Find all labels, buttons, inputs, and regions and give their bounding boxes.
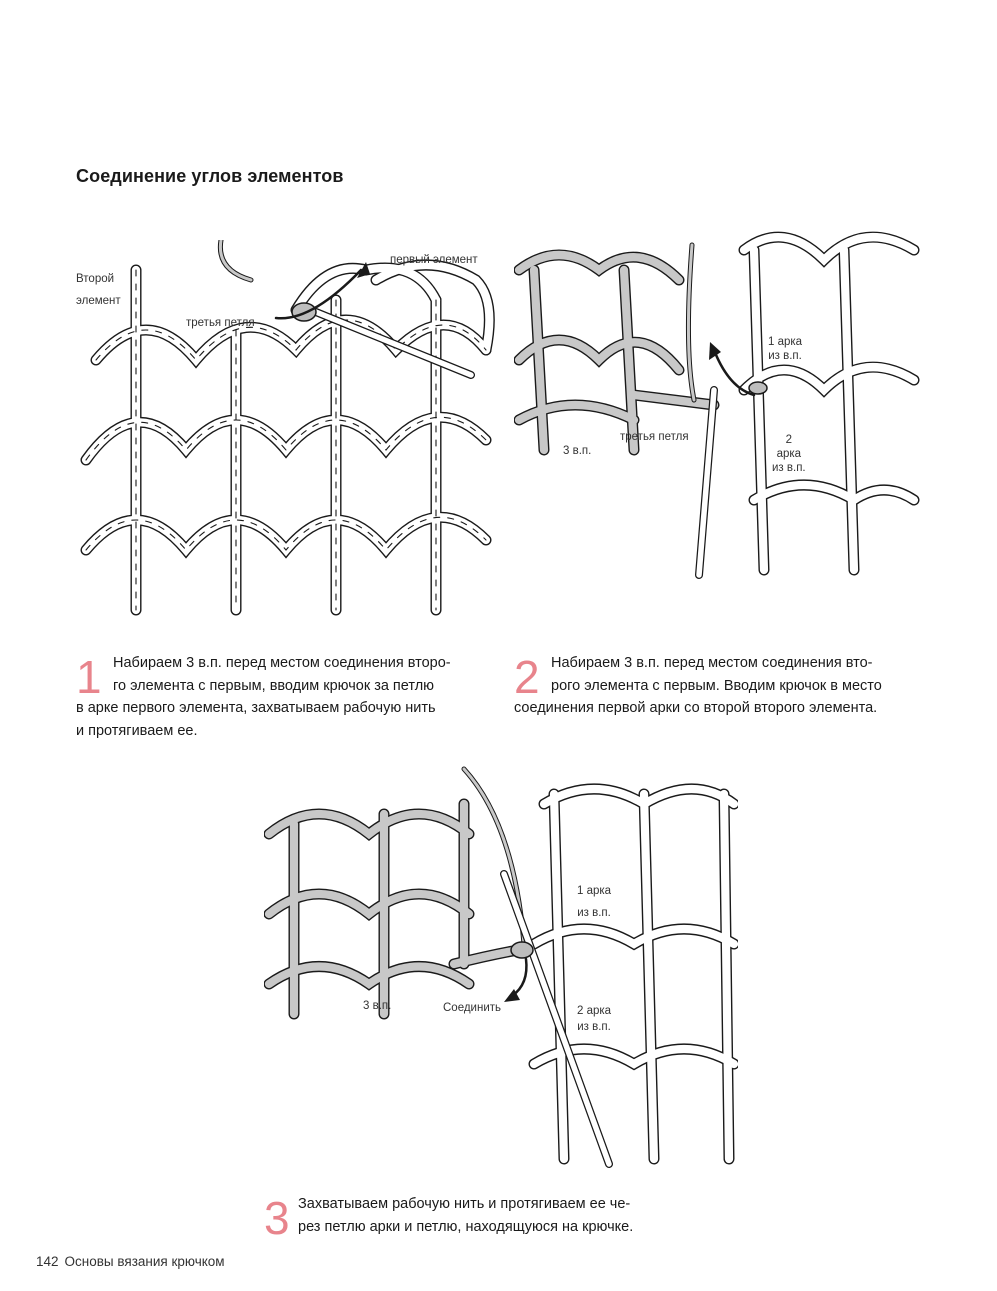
- step-text-line: в арке первого элемента, захватываем рабочую нить: [76, 700, 436, 716]
- label-third-loop: третья петля: [186, 317, 255, 329]
- step-text-line: Набираем 3 в.п. перед местом соединения вто-: [551, 655, 873, 671]
- label-second-element: Второй элемент: [76, 273, 121, 307]
- label-join: Соединить: [443, 1002, 502, 1014]
- step-number: 2: [514, 651, 540, 703]
- step-text-line: и протягиваем ее.: [76, 722, 198, 739]
- step-text-line: соединения первой арки со второй второго элемента.: [514, 700, 878, 716]
- step-number: 1: [76, 651, 102, 703]
- label-arch-2: 2 арка из в.п.: [772, 434, 806, 474]
- label-third-loop-2: третья петля: [620, 431, 689, 443]
- section-name: Основы вязания крючком: [64, 1254, 225, 1269]
- label-arch-1: 1 арка из в.п.: [768, 336, 803, 362]
- step-text-line: Захватываем рабочую нить и протягиваем ее че-: [298, 1196, 631, 1212]
- label-first-element: первый элемент: [390, 254, 478, 266]
- figure-3-illustration: [264, 764, 738, 1169]
- step-number: 3: [264, 1192, 290, 1244]
- label-ch3-2: 3 в.п.: [563, 445, 592, 457]
- page-title: Соединение углов элементов: [76, 166, 344, 186]
- page-number: 142: [36, 1254, 59, 1269]
- step-2: [514, 652, 924, 722]
- step-text-line: рез петлю арки и петлю, находящуюся на крючке.: [298, 1218, 634, 1235]
- label-ch3-3: 3 в.п.: [363, 1000, 392, 1012]
- step-3: [264, 1192, 704, 1244]
- step-text-line: рого элемента с первым. Вводим крючок в место: [551, 677, 882, 694]
- step-1: [76, 652, 496, 742]
- step-text-line: Набираем 3 в.п. перед местом соединения второ-: [113, 655, 451, 671]
- figure-2-illustration: [514, 220, 922, 580]
- step-text-line: го элемента с первым, вводим крючок за петлю: [113, 677, 435, 694]
- label-arch-2-3: 2 арка из в.п.: [577, 1005, 612, 1033]
- page-footer: [36, 1254, 225, 1269]
- label-arch-1-3: 1 арка из в.п.: [577, 885, 612, 919]
- figure-1-illustration: [76, 240, 496, 625]
